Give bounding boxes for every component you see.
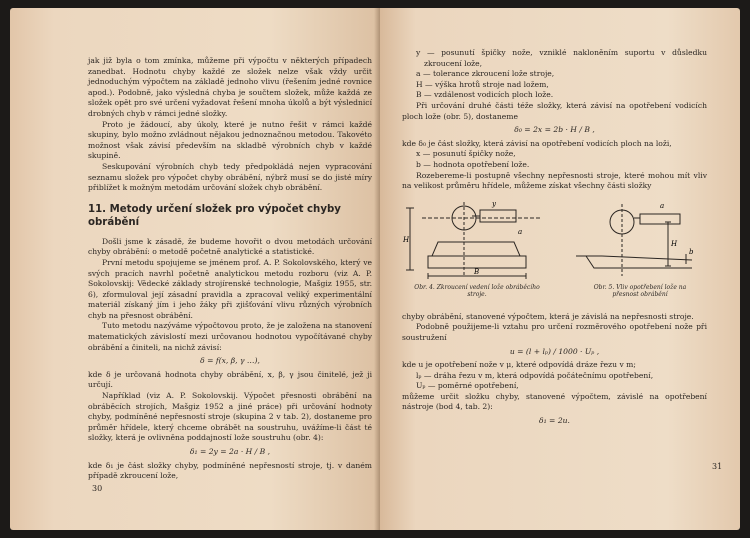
right-page	[380, 8, 740, 530]
left-text-column	[88, 56, 372, 482]
paragraph: První metodu spojujeme se jménem prof. A. P. Sokolovského, který ve svých pracích navrhl početně analytickou metodu rozboru (viz A. P. Sokolovskij: Vědecké základy strojírenské technologie, Mašgiz 1955, str. 6), zformuloval její zásadní pravidla a zpracoval veliký experimentální materiál získaný jím i jeho žáky při zjišťování vlivu různých výrobních chyb na přesnost obrábění.	[88, 257, 372, 320]
right-text-column	[402, 48, 707, 430]
label-y: y	[492, 199, 496, 208]
paragraph: chyby obrábění, stanovené výpočtem, která je závislá na nepřesnosti stroje.	[402, 311, 694, 321]
section-heading: 11. Metody určení složek pro výpočet chyby obrábění	[88, 203, 341, 228]
paragraph: Došli jsme k zásadě, že budeme hovořit o dvou metodách určování chyby obrábění: o metodě početně analytické a statistické.	[88, 236, 372, 257]
paragraph: Proto je žádoucí, aby úkoly, které je nutno řešit v rámci každé skupiny, bylo možno zvládnout nějakou jednoznačnou metodou. Takovéto možnost však závisí především na skladbě výrobních chyb v každé skupině.	[88, 119, 372, 161]
label-a: a	[660, 201, 665, 210]
figure-4-diagram	[402, 196, 552, 280]
definition-item: x — posunutí špičky nože,	[416, 149, 516, 159]
formula: u = (l + lₚ) / 1000 · Uₚ ,	[509, 346, 600, 356]
definition-item: a — tolerance zkroucení lože stroje,	[416, 69, 555, 79]
paragraph: Podobně použijeme-li vztahu pro určení rozměrového opotřebení nože při soustružení	[402, 322, 707, 342]
figure-4-caption: Obr. 4. Zkroucení vedení lože obráběcího stroje.	[414, 283, 540, 299]
paragraph: Při určování druhé části téže složky, která závisí na opotřebení vodicích ploch lože (obr. 5), dostaneme	[402, 100, 707, 121]
paragraph: Seskupování výrobních chyb tedy předpokládá nejen vypracování seznamu složek pro výpočet chyby obrábění, nýbrž musí se do jisté míry přiblížet k možným metodám určování složek chyb obrábění.	[88, 161, 372, 193]
definition-list	[402, 149, 707, 170]
label-B: B	[474, 267, 480, 276]
definition-item: lₚ — dráha řezu v m, která odpovídá počátečnímu opotřebení,	[416, 370, 654, 380]
formula: δ₀ = 2x = 2b · H / B ,	[514, 125, 595, 135]
paragraph: Například (viz A. P. Sokolovskij. Výpočet přesnosti obrábění na obráběcích strojích, Mašgiz 1952 a jiné práce) při určování hodnoty chyby, podmíněné nepřesností stroje (skupina 2 v tab. 2), dostaneme pro průměr hřídele, který chceme obrábět na soustruhu, uvážíme-li část té složky, která je ovlivněna poddajností lože soustruhu (obr. 4):	[88, 391, 372, 443]
paragraph: jak již byla o tom zmínka, můžeme při výpočtu v některých případech zanedbat. Hodnotu chyby každé ze složek nelze však vždy určit jednoduchým výpočtem na základě jednoho vlivu (řešením jedné rovnice apod.). Podobně, jako výsledná chyba je součtem složek, může každá ze složek opět pro své určení vyžadovat řešení mnoha úkolů a být výslednicí drobných chyb v rámci jedné složky.	[88, 56, 372, 118]
definition-item: H — výška hrotů stroje nad ložem,	[416, 79, 549, 89]
definition-item: b — hodnota opotřebení lože.	[416, 159, 530, 169]
definition-item: B — vzdálenost vodicích ploch lože.	[416, 90, 554, 100]
formula: δ₁ = 2u.	[539, 416, 570, 426]
definition-item: Uₚ — poměrné opotřebení,	[416, 381, 519, 391]
paragraph: kde δ je určovaná hodnota chyby obrábění, x, β, γ jsou činitelé, jež ji určují.	[88, 369, 372, 390]
label-H: H	[403, 235, 410, 244]
paragraph: kde δ₀ je část složky, která závisí na opotřebení vodicích ploch na loži,	[402, 138, 672, 148]
formula: δ = f(x, β, γ …),	[200, 356, 260, 366]
label-b: b	[689, 247, 694, 256]
definition-list	[402, 371, 707, 392]
paragraph: kde δ₁ je část složky chyby, podmíněné nepřesností stroje, tj. v daném případě zkroucení lože,	[88, 460, 372, 481]
label-H: H	[671, 239, 678, 248]
paragraph: Rozebereme-li postupně všechny nepřesnosti stroje, které mohou mít vliv na velikost průměru hřídele, můžeme získat všechny části složky	[402, 170, 707, 191]
paragraph: můžeme určit složku chyby, stanovené výpočtem, závislé na opotřebení nástroje (bod 4, tab. 2):	[402, 391, 707, 412]
figures	[402, 196, 707, 308]
figure-5-diagram	[572, 196, 707, 280]
page-number: 30	[92, 484, 103, 493]
left-page	[10, 8, 380, 530]
figure-5-caption: Obr. 5. Vliv opotřebení lože na přesnost obrábění	[593, 283, 687, 299]
paragraph: kde u je opotřebení nože v μ, které odpovídá dráze řezu v m;	[402, 360, 636, 370]
definition-list	[402, 48, 707, 101]
page-number: 31	[712, 462, 723, 471]
formula: δ₁ = 2y = 2a · H / B ,	[189, 447, 271, 456]
definition-item: y — posunutí špičky nože, vzniklé nakloněním suportu v důsledku zkroucení lože,	[416, 48, 707, 68]
label-a: a	[518, 227, 523, 236]
paragraph: Tuto metodu nazýváme výpočtovou proto, že je založena na stanovení matematických závislostí mezi určovanou hodnotou vypočítávané chyby obrábění a činiteli, na nichž závisí:	[88, 321, 372, 352]
